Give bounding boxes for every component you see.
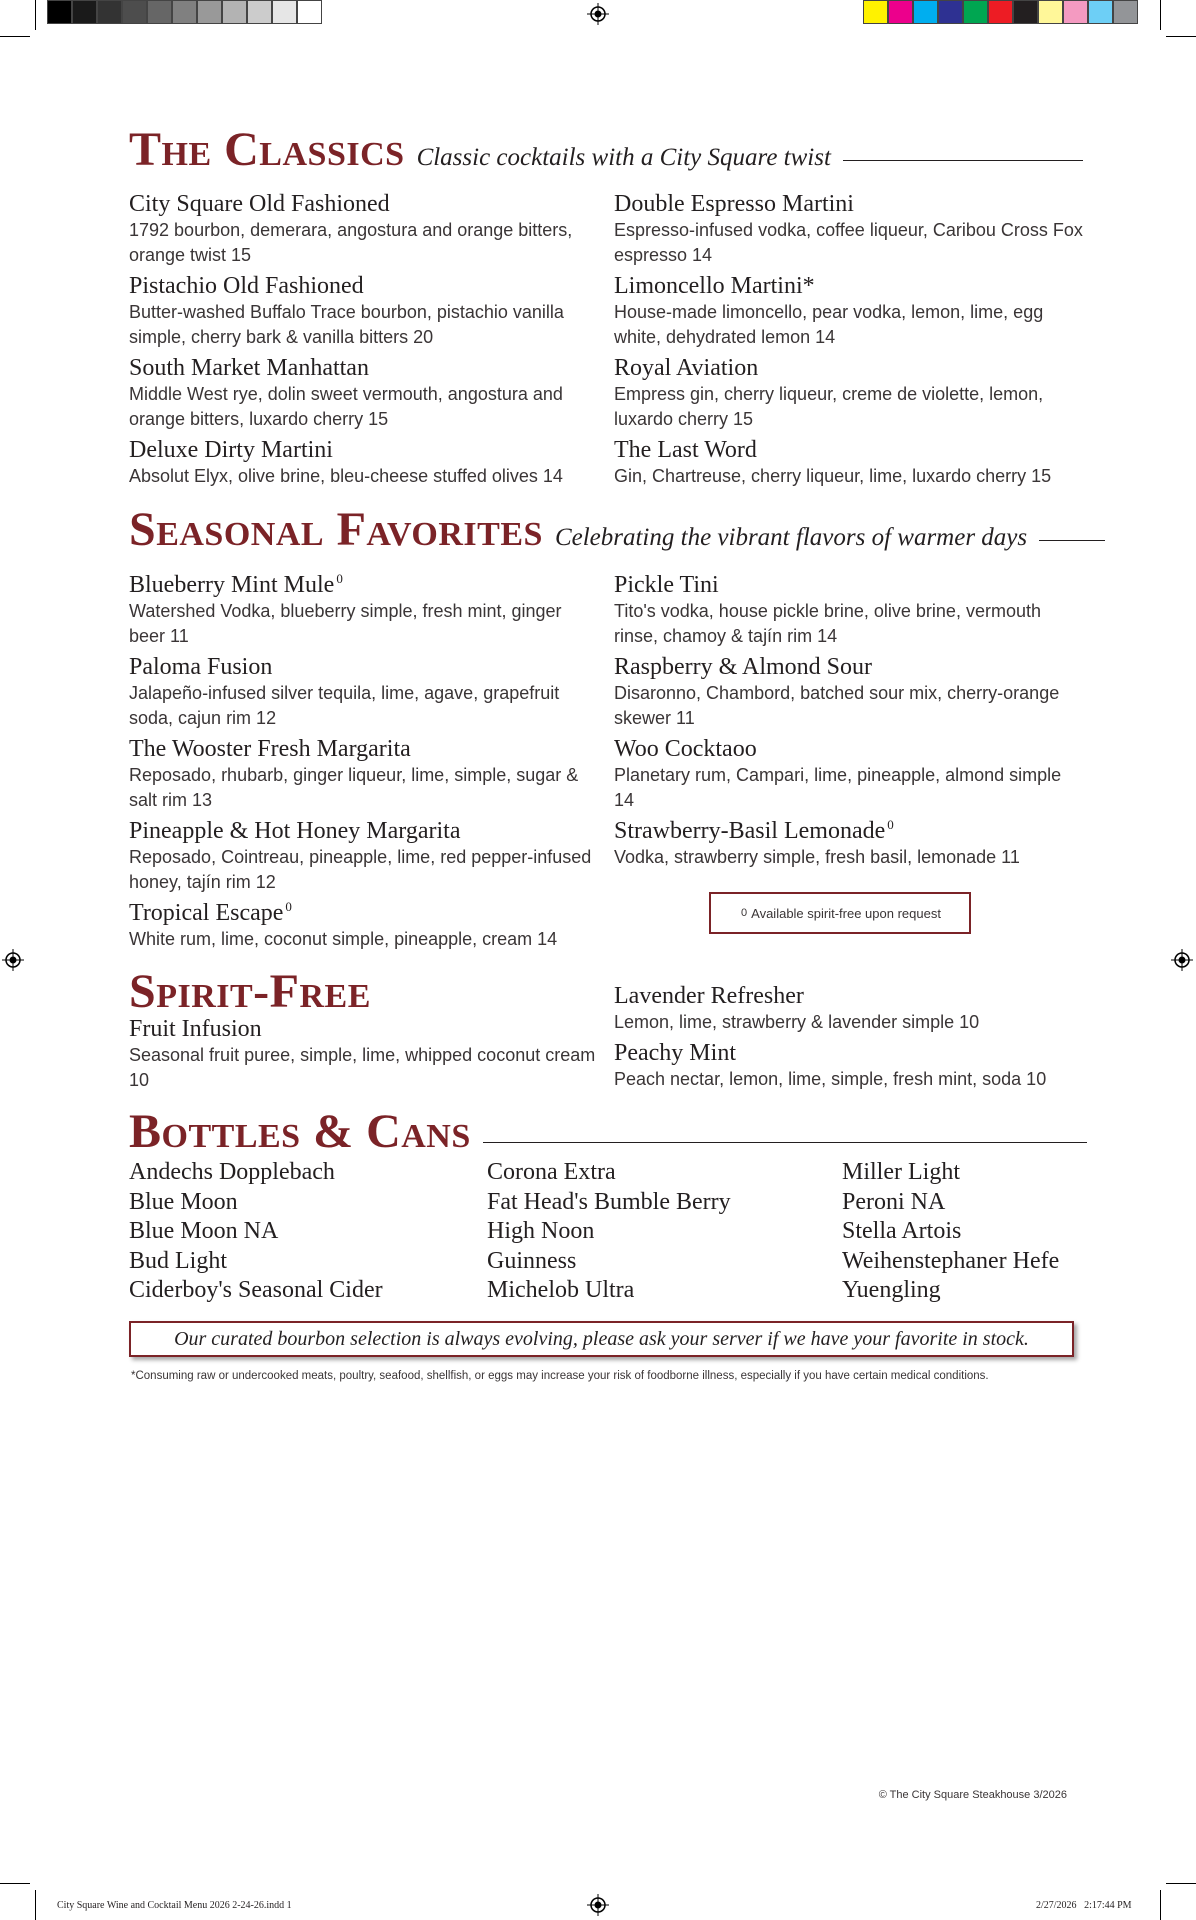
color-swatch (122, 0, 147, 24)
drink-description: Reposado, Cointreau, pineapple, lime, red pepper-infused honey, tajín rim 12 (129, 847, 592, 892)
drink-item (614, 1040, 1084, 1092)
drink-name-text: Blueberry Mint Mule (129, 572, 335, 598)
drink-item (129, 736, 599, 813)
drink-name (614, 1040, 1084, 1067)
drink-name (614, 572, 1084, 599)
drink-description: House-made limoncello, pear vodka, lemon, lime, egg white, dehydrated lemon 14 (614, 302, 1044, 347)
drink-name (129, 355, 599, 382)
drink-item (129, 818, 599, 895)
beer-item: Michelob Ultra (487, 1277, 635, 1303)
spirit-free-mark: 0 (887, 817, 894, 832)
beer-item: Guinness (487, 1247, 577, 1274)
beer-item: Ciderboy's Seasonal Cider (129, 1277, 383, 1303)
drink-name (129, 654, 599, 681)
section-title: Spirit-Free (129, 965, 371, 1018)
drink-description: Planetary rum, Campari, lime, pineapple, almond simple 14 (614, 765, 1062, 810)
color-swatch (1088, 0, 1113, 24)
drink-description: Watershed Vodka, blueberry simple, fresh mint, ginger beer 11 (129, 601, 562, 646)
drink-item (129, 1016, 599, 1093)
drink-description: Peach nectar, lemon, lime, simple, fresh mint, soda 10 (614, 1069, 1047, 1089)
drink-name-text: Lavender Refresher (614, 983, 804, 1009)
drink-name (129, 572, 599, 599)
spirit-free-left-column (129, 1016, 599, 1098)
drink-name-text: Deluxe Dirty Martini (129, 437, 333, 463)
drink-name-text: Pistachio Old Fashioned (129, 273, 364, 299)
drink-name-text: Double Espresso Martini (614, 191, 854, 217)
drink-description: Empress gin, cherry liqueur, creme de violette, lemon, luxardo cherry 15 (614, 384, 1044, 429)
crop-mark (35, 1890, 36, 1920)
seasonal-heading (129, 503, 1105, 556)
drink-item (614, 355, 1084, 432)
color-swatch (72, 0, 97, 24)
drink-description: Tito's vodka, house pickle brine, olive brine, vermouth rinse, chamoy & tajín rim 14 (614, 601, 1041, 646)
beer-item: Bud Light (129, 1247, 228, 1274)
drink-name (614, 983, 1084, 1010)
color-swatch (938, 0, 963, 24)
drink-name-text: Fruit Infusion (129, 1016, 262, 1042)
beer-item: Stella Artois (842, 1218, 962, 1244)
color-swatch (197, 0, 222, 24)
registration-mark-icon (2, 949, 24, 971)
drink-name-text: Raspberry & Almond Sour (614, 654, 872, 680)
drink-name-text: Royal Aviation (614, 355, 759, 381)
copyright: © The City Square Steakhouse 3/2026 (878, 1789, 1067, 1801)
drink-description: Butter-washed Buffalo Trace bourbon, pistachio vanilla simple, cherry bark & vanilla bitters 20 (129, 302, 564, 347)
drink-item (129, 900, 599, 952)
drink-name-text: Limoncello Martini* (614, 273, 815, 299)
bottles-heading (129, 1105, 1087, 1158)
drink-name (129, 736, 599, 763)
bottles-column-1 (129, 1158, 383, 1306)
drink-name-text: City Square Old Fashioned (129, 191, 390, 217)
classics-heading (129, 123, 1083, 176)
bottles-column-2 (487, 1158, 731, 1306)
drink-description: Lemon, lime, strawberry & lavender simple 10 (614, 1012, 980, 1032)
print-slug-date-value: 2/27/2026 (1036, 1900, 1077, 1911)
section-title: The Classics (129, 123, 405, 176)
drink-item (614, 818, 1084, 870)
drink-name (614, 273, 1084, 300)
section-subtitle: Celebrating the vibrant flavors of warmer days (554, 524, 1028, 551)
drink-name-text: Pineapple & Hot Honey Margarita (129, 818, 461, 844)
crop-mark (1166, 36, 1196, 37)
beer-item: Corona Extra (487, 1159, 616, 1185)
spirit-free-mark: 0 (285, 899, 292, 914)
drink-name (129, 818, 599, 845)
drink-name (129, 191, 599, 218)
spirit-free-right-column (614, 983, 1084, 1097)
drink-item (129, 437, 599, 489)
drink-name-text: Woo Cocktaoo (614, 736, 757, 762)
drink-description: Middle West rye, dolin sweet vermouth, angostura and orange bitters, luxardo cherry 15 (129, 384, 563, 429)
process-color-bar (863, 0, 1138, 28)
drink-name (614, 654, 1084, 681)
print-slug-file: City Square Wine and Cocktail Menu 2026 2-24-26.indd 1 (57, 1900, 292, 1911)
beer-item: Blue Moon (129, 1188, 238, 1215)
classics-right-column (614, 191, 1084, 494)
classics-left-column (129, 191, 599, 494)
section-rule (1039, 540, 1105, 541)
drink-item (614, 983, 1084, 1035)
color-swatch (1113, 0, 1138, 24)
drink-name-text: Strawberry-Basil Lemonade (614, 818, 886, 844)
crop-mark (1160, 1890, 1161, 1920)
drink-name (129, 900, 599, 927)
print-slug-time: 2:17:44 PM (1084, 1900, 1132, 1911)
color-swatch (172, 0, 197, 24)
section-rule (483, 1142, 1087, 1143)
crop-mark (35, 0, 36, 30)
drink-description: 1792 bourbon, demerara, angostura and orange bitters, orange twist 15 (129, 220, 573, 265)
beer-item: Weihenstephaner Hefe (842, 1247, 1060, 1274)
color-swatch (1063, 0, 1088, 24)
drink-name (614, 355, 1084, 382)
drink-description: Jalapeño-infused silver tequila, lime, agave, grapefruit soda, cajun rim 12 (129, 683, 560, 728)
drink-item (614, 572, 1084, 649)
drink-description: Seasonal fruit puree, simple, lime, whipped coconut cream 10 (129, 1045, 596, 1090)
color-swatch (913, 0, 938, 24)
color-swatch (963, 0, 988, 24)
section-rule (843, 160, 1083, 161)
drink-item (129, 355, 599, 432)
drink-name-text: Paloma Fusion (129, 654, 273, 680)
print-slug-date (1036, 1900, 1132, 1911)
registration-mark-icon (1171, 949, 1193, 971)
color-swatch (988, 0, 1013, 24)
seasonal-left-column (129, 572, 599, 957)
spirit-free-note: 0 Available spirit-free upon request (709, 892, 971, 934)
crop-mark (1166, 1883, 1196, 1884)
seasonal-right-column (614, 572, 1084, 875)
drink-description: Espresso-infused vodka, coffee liqueur, Caribou Cross Fox espresso 14 (614, 220, 1083, 265)
beer-item: Yuengling (842, 1277, 941, 1303)
drink-name-text: South Market Manhattan (129, 355, 369, 381)
spirit-free-mark: 0 (336, 571, 343, 586)
color-swatch (888, 0, 913, 24)
section-title: Bottles & Cans (129, 1105, 471, 1158)
crop-mark (0, 1883, 30, 1884)
beer-item: Peroni NA (842, 1188, 946, 1215)
drink-name (129, 437, 599, 464)
drink-item (614, 654, 1084, 731)
drink-name (614, 818, 1084, 845)
drink-name-text: The Last Word (614, 437, 757, 463)
color-swatch (272, 0, 297, 24)
drink-name-text: Peachy Mint (614, 1040, 736, 1066)
registration-mark-icon (587, 1894, 609, 1916)
beer-item: Andechs Dopplebach (129, 1159, 335, 1185)
drink-name-text: The Wooster Fresh Margarita (129, 736, 411, 762)
color-swatch (47, 0, 72, 24)
color-swatch (863, 0, 888, 24)
beer-item: Blue Moon NA (129, 1218, 279, 1244)
crop-mark (1160, 0, 1161, 30)
drink-item (614, 736, 1084, 813)
drink-item (129, 191, 599, 268)
drink-item (129, 273, 599, 350)
color-swatch (297, 0, 322, 24)
drink-name-text: Pickle Tini (614, 572, 719, 598)
drink-name (129, 273, 599, 300)
drink-item (614, 273, 1084, 350)
beer-item: Miller Light (842, 1159, 960, 1185)
drink-description: Vodka, strawberry simple, fresh basil, lemonade 11 (614, 847, 1020, 867)
drink-name (614, 437, 1084, 464)
bourbon-note: Our curated bourbon selection is always evolving, please ask your server if we have your favorite in stock. (129, 1321, 1074, 1357)
grayscale-color-bar (47, 0, 322, 28)
beer-item: High Noon (487, 1218, 595, 1244)
spirit-free-heading (129, 965, 371, 1018)
food-safety-disclaimer: *Consuming raw or undercooked meats, poultry, seafood, shellfish, or eggs may increase your risk of foodborne illness, especially if you have certain medical conditions. (131, 1370, 989, 1382)
drink-description: Gin, Chartreuse, cherry liqueur, lime, luxardo cherry 15 (614, 466, 1052, 486)
color-swatch (1038, 0, 1063, 24)
drink-description: Disaronno, Chambord, batched sour mix, cherry-orange skewer 11 (614, 683, 1060, 728)
bottles-column-3 (842, 1158, 1059, 1306)
drink-item (614, 191, 1084, 268)
drink-name (129, 1016, 599, 1043)
color-swatch (147, 0, 172, 24)
drink-item (129, 654, 599, 731)
crop-mark (0, 36, 30, 37)
drink-name (614, 736, 1084, 763)
drink-name (614, 191, 1084, 218)
beer-item: Fat Head's Bumble Berry (487, 1188, 731, 1215)
color-swatch (97, 0, 122, 24)
section-title: Seasonal Favorites (129, 503, 543, 556)
section-subtitle: Classic cocktails with a City Square twist (416, 144, 831, 171)
drink-description: Reposado, rhubarb, ginger liqueur, lime, simple, sugar & salt rim 13 (129, 765, 579, 810)
drink-item (614, 437, 1084, 489)
color-swatch (1013, 0, 1038, 24)
color-swatch (222, 0, 247, 24)
drink-description: Absolut Elyx, olive brine, bleu-cheese stuffed olives 14 (129, 466, 563, 486)
color-swatch (247, 0, 272, 24)
drink-description: White rum, lime, coconut simple, pineapple, cream 14 (129, 929, 558, 949)
registration-mark-icon (587, 3, 609, 25)
drink-item (129, 572, 599, 649)
drink-name-text: Tropical Escape (129, 900, 284, 926)
spirit-free-note-text: Available spirit-free upon request (751, 905, 941, 921)
